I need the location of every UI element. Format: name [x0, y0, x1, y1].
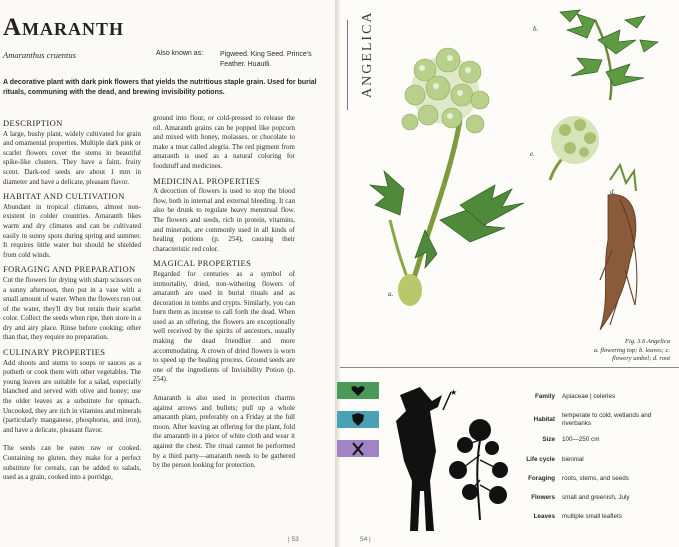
- page-title: Amaranth: [3, 14, 125, 41]
- column-2: [153, 114, 295, 471]
- fact-row: Life cycle biennial: [526, 456, 584, 463]
- caption-body: a. flowering top; b. leaves; c. flowery umbel; d. root: [593, 346, 670, 362]
- fact-row: Foraging roots, stems, and seeds: [528, 475, 629, 482]
- section-text: Cut the flowers for drying with sharp scissors on a sunny afternoon, then put in a vase with a small amount of water. When the flowers run out of the water, they'll dry but retain their scarlet color. Collect the seeds when ripe, then store in a dry and airy place. Rinse before cooking; other than that, they require no preparation.: [3, 275, 141, 342]
- section-text: The seeds can be eaten raw or cooked. Containing no gluten, they make for a perfect substitute for cereals, can be added to salads, used as a grain, cooked into a porridge,: [3, 444, 141, 482]
- page-number: | 53: [288, 536, 299, 543]
- summary: A decorative plant with dark pink flowers that yields the nutritious staple grain. Used for burial rituals, communing with the dead, and brewing invisibility potions.: [3, 79, 317, 96]
- angelica-leaves: [560, 10, 658, 100]
- section-text: Abundant in tropical climates, almost non-existent in colder countries. Amaranth likes warm and dry climates and can be cultivated easily in sunny spots during spring and summer. It requires little water but should be shielded from cold winds.: [3, 202, 141, 259]
- angelica-root: [600, 165, 637, 330]
- aka-label: Also known as:: [156, 50, 204, 57]
- caption-title: Fig. 3.6 Angelica: [624, 338, 670, 345]
- angelica-umbel: [550, 116, 599, 180]
- shield-icon-box: [337, 411, 379, 428]
- fact-row: Size 100—250 cm: [542, 436, 600, 443]
- fact-row: Habitat temperate to cold, wetlands and riverbanks: [533, 412, 652, 427]
- divider: [340, 367, 679, 368]
- label-d: d.: [610, 188, 616, 196]
- heart-icon: [351, 385, 365, 397]
- plant-title: ANGELICA: [360, 10, 375, 98]
- section-text: ground into flour, or cold-pressed to release the oil. Amaranth grains can be popped like popcorn and mixed with honey, molasses, or chocolate to make a treat called alegría. The red pigment from amaranth is used as a natural coloring for foodstuff and medicines.: [153, 114, 295, 170]
- section-heading: CULINARY PROPERTIES: [3, 347, 106, 358]
- section-text: Amaranth is also used in protection charms against arrows and bullets; pull up a whole amaranth plant, preferably on a Friday at the full moon. After leaving an offering for the plant, fold the amaranth in a piece of white cloth and wear it against the chest. The ritual cannot be performed by a third party—amaranth needs to be gathered by the person looking for protection.: [153, 394, 295, 470]
- fact-row: Flowers small and greenish, July: [531, 494, 630, 501]
- label-b: b.: [533, 25, 539, 33]
- fork-knife-icon-box: [337, 440, 379, 457]
- section-text: A large, bushy plant, widely cultivated for grain and ornamental properties. Multiple dark pink or scarlet flowers cover the stems in beautiful spike-like clusters. They have a faint, fruity scent. Dark-red seeds are about 1 mm in diameter and have a delicate, pleasant flavor.: [3, 129, 141, 186]
- divider: [347, 20, 348, 110]
- section-heading: DESCRIPTION: [3, 118, 63, 128]
- left-page: [0, 0, 335, 547]
- column-1: [3, 114, 141, 483]
- figure-caption: [580, 338, 670, 364]
- shield-icon: [352, 413, 364, 426]
- page-number: 54 |: [360, 536, 371, 543]
- fact-row: Family Apiaceae | celeries: [535, 393, 616, 400]
- section-heading: MAGICAL PROPERTIES: [153, 258, 252, 269]
- section-heading: MEDICINAL PROPERTIES: [153, 175, 261, 186]
- fact-row: Leaves multiple small leaflets: [533, 513, 622, 520]
- witch-silhouette: [396, 387, 457, 531]
- svg-text:★: ★: [450, 388, 458, 397]
- label-e: e.: [530, 150, 535, 158]
- section-text: Add shoots and stems to soups or sauces as a potherb or cook them with other vegetables. The young leaves are suitable for a salad, especially blanched and served with olive and honey; use the older leaves as a substitute for spinach. Uncooked, they are rich in vitamins and minerals (particularly manganese, phosphorus, and iron), and have a delicate, pleasant flavor.: [3, 358, 142, 434]
- fork-knife-icon: [351, 442, 365, 456]
- heart-icon-box: [337, 382, 379, 399]
- section-text: Regarded for centuries as a symbol of immortality, dried, non-withering flowers of amaranth are used in burial rituals and as decoration in tombs and crypts. Similarly, you can burn them as incense to call forth the dead. When used as an offering, the flowers are exceptionally well received by the spirits of ancestors, usually making the dead friendlier and more accommodating. A crown of dried flowers is worn to speed up the healing process. Ground seeds are one of the ingredients of Invisibility Potion (p. 254).: [153, 269, 295, 384]
- aka-value: Pigweed. King Seed. Prince's Feather. Huautli.: [220, 51, 312, 68]
- section-text: A decoction of flowers is used to stop the blood flow, both in internal and external bleeding. It can also be drunk to regulate heavy menstrual flow. The flowers and seeds, rich in protein, vitamins, and minerals, are commonly used in all kinds of healing potions (p. 254), causing their characteristic red color.: [153, 187, 295, 253]
- angelica-plant-silhouette: [449, 419, 508, 520]
- label-a: a.: [388, 290, 394, 298]
- section-heading: HABITAT AND CULTIVATION: [3, 191, 125, 202]
- angelica-flowering-top: [370, 48, 524, 306]
- section-heading: FORAGING AND PREPARATION: [3, 264, 136, 275]
- facts-table: [508, 393, 673, 521]
- latin-name: Amaranthus cruentus: [3, 50, 76, 60]
